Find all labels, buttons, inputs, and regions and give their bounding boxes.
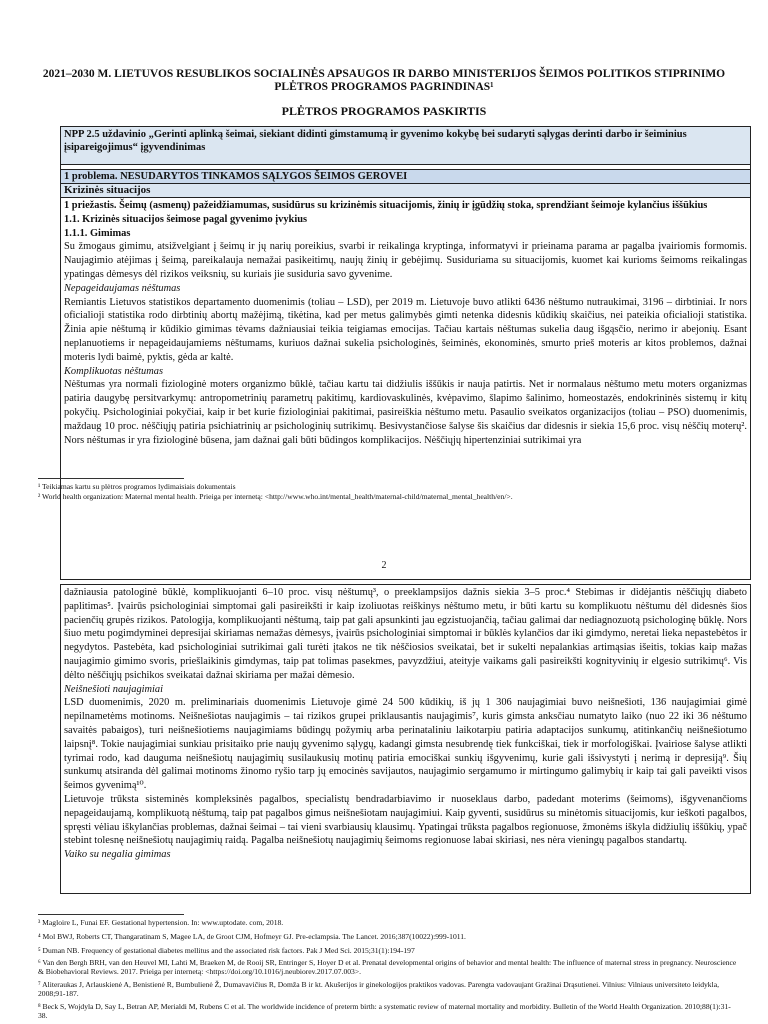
footnote-separator <box>38 478 184 479</box>
document-subtitle: PLĖTROS PROGRAMOS PASKIRTIS <box>281 104 487 118</box>
content-cell-continued <box>61 585 750 863</box>
crisis-situations-row: Krizinės situacijos <box>61 184 750 198</box>
footnote-3: ³ Magloire L, Funai EF. Gestational hypertension. In: www.uptodate. com, 2018. <box>38 918 284 927</box>
footnote-5: ⁵ Duman NB. Frequency of gestational diabetes mellitus and the associated risk factors. Pak J Med Sci. 2015;31(1):194-197 <box>38 946 415 955</box>
page-number: 2 <box>381 560 387 571</box>
footnote-separator-page2 <box>38 914 184 915</box>
problem-row: 1 problema. NESUDARYTOS TINKAMOS SĄLYGOS ŠEIMOS GEROVEI <box>61 170 750 184</box>
footnote-6: ⁶ Van den Bergh BRH, van den Heuvel MI, Lahti M, Braeken M, de Rooij SR, Entringer S, Hoyer D et al. Prenatal developmental origins of behavior and mental health: The influence of maternal stress in pregnancy. Neuroscience & Biobehavioral Reviews. 2017. Prieiga per internetą: <https://doi.org/10.1016/j.neubiorev.2017.07.003>. <box>38 958 737 976</box>
footnote-7: ⁷ Aliteraukas J, Arlauskienė A, Benistienė R, Bumbulienė Ž, Dumavavičius R, Domža B ir kt. Akušerijos ir ginekologijos praktikos vadovas. Parengta vadovaujant Gražinai Drąsutienei. Vilnius: Vilniaus universiteto leidykla, 2008;91-187. <box>38 980 719 998</box>
subheading-unwanted-pregnancy: Nepageidaujamas nėštumas <box>64 282 181 294</box>
paragraph-complicated-continued: dažniausia patologinė būklė, komplikuojanti 6–10 proc. visų nėštumų³, o preeklampsijos dažnis siekia 3–5 proc.⁴ Stebimas ir didėjantis nėščiųjų diabeto paplitimas⁵. Įvairūs psichologiniai simptomai gali pasireikšti ir kaip izoliuotas reiškinys nėštumo metu, ir būti kartu su komplikuotu nėštumu dėl didesnės šios pacienčių grupės rizikos. Patologija, komplikuojanti nėštumą, taip pat gali apsunkinti jau egzistuojančią, tačiau galimai dar nediagnozuotą psichologinę būklę. Nors šiuo metu pogimdyminei depresijai skiriamas nemažas dėmesys, įvairūs psichologiniai simptomai ir būklės kylančios dar iki gimdymo, neretai lieka nepastebėtos ir negydytos. Pastebėta, kad psichologiniai sutrikimai gali turėti įtakos ne tik nėščiosios sveikatai, bet ir sukelti nepalankias artimąsias išeitis, tokias kaip mažas naujagimio gimimo svoris, priešlaikinis gimdymas, taip pat tolimas pasekmes, pavyzdžiui, ateityje vaikams gali pasireikšti kognityvinių ir elgesio sutrikimų⁶. Vis dėlto nėščiųjų psichikos sveikatai dažnai skiriama per mažai dėmesio. <box>64 587 747 681</box>
section-heading-1-1: 1.1. Krizinės situacijos šeimose pagal gyvenimo įvykius <box>64 213 308 225</box>
subheading-premature-newborns: Neišnešioti naujagimiai <box>64 683 164 695</box>
paragraph-unwanted-pregnancy: Remiantis Lietuvos statistikos departamento duomenimis (toliau – LSD), per 2019 m. Lietuvoje buvo atlikti 6436 nėštumo nutraukimai, 3196 – dirbtiniai. Ir nors oficialioji statistika rodo dirbtinių abortų mažėjimą, tikėtina, kad per metus galimybės gimti netenka didesnis kūdikių skaičius, nei pateikia oficialioji statistika. Žinia apie nėštumą ir kūdikio gimimas tėvams dažniausiai teikia teigiamas emocijas. Tačiau kartais nėštumas sukelia daug išgąsčio, nerimo ir abejonių. Esant neplanuotiems ir nepageidaujamiems nėštumams, kuriuos dažnai sukelia psichologinės, šeiminės, ekonominės, smurto prieš moteris ar kitos problemos, dažnai moteris lydi baimė, pyktis, gėda ar kaltė. <box>64 296 747 363</box>
footnote-2: ² World health organization: Maternal mental health. Prieiga per internetą: <http://www.who.int/mental_health/maternal-child/maternal_mental_health/en/>. <box>38 492 513 501</box>
paragraph-birth: Su žmogaus gimimu, atsižvelgiant į šeimų ir jų narių poreikius, svarbi ir reikalinga kryptinga, informatyvi ir prieinama parama ar pagalba įvairiomis formomis. Naujagimio atėjimas į šeimą, pareikalauja nemažai pasikeitimų, naujų žinių ir gebėjimų. Susiduriama su situacijomis, kuomet kai kurioms šeimoms reikalingas ypatingas dėmesys dėl rizikos veiksnių, su kuriais jie susiduria savo gyvenime. <box>64 241 747 280</box>
program-table-page2 <box>60 584 751 894</box>
footnote-4: ⁴ Mol BWJ, Roberts CT, Thangaratinam S, Magee LA, de Groot CJM, Hofmeyr GJ. Pre-eclampsia. The Lancet. 2016;387(10022):999-1011. <box>38 932 466 941</box>
cause-heading: 1 priežastis. Šeimų (asmenų) pažeidžiamumas, susidūrus su krizinėmis situacijomis, žinių ir įgūdžių stoka, sprendžiant šeimoje kylančius iššūkius <box>64 200 708 211</box>
paragraph-premature-newborns: LSD duomenimis, 2020 m. preliminariais duomenimis Lietuvoje gimė 24 500 kūdikių, iš jų 1 306 naujagimiai buvo neišnešioti, 136 naujagimiai gimė nepilnametėms motinoms. Neišnešiotas naujagimis – tai rizikos grupei priklausantis naujagimis⁷, kuris gimsta anksčiau numatyto laiko (nuo 22 iki 36 nėštumo savaitės pabaigos), turi neišnešiotiems naujagimiams būdingų požymių arba perinataliniu laikotarpiu patiria adaptacijos sunkumų, atitinkančių neišnešiotumo laipsnį⁸. Tokie naujagimiai sunkiau prisitaiko prie naujų gyvenimo sąlygų, kadangi gimsta nesubrendę tiek funkciškai, tiek ir morfologiškai. Įvairiose šalyse atlikti tyrimai rodo, kad dauguma neišnešiotų naujagimių susilaukusių motinų patiria emociškai sunkių išgyvenimų, kurie gali išsivystyti į nerimą ir depresiją⁹. Šių sunkumų atsiranda dėl galimai motinoms žinomo ryšio tarp jų emocinės savijautos, naujagimio sergamumo ir mirtingumo galimybių ir kaip tai gali paveikti visos šeimos gyvenimą¹⁰. <box>64 697 747 792</box>
section-heading-1-1-1: 1.1.1. Gimimas <box>64 227 131 239</box>
npp-task-row: NPP 2.5 uždavinio „Gerinti aplinką šeimai, siekiant didinti gimstamumą ir gyvenimo kokybę bei sudaryti sąlygas derinti darbo ir šeiminius įsipareigojimus“ įgyvendinimas <box>61 127 750 165</box>
document-title: 2021–2030 M. LIETUVOS RESUBLIKOS SOCIALINĖS APSAUGOS IR DARBO MINISTERIJOS ŠEIMOS POLITIKOS STIPRINIMO PLĖTROS PROGRAMOS PAGRINDINAS¹ <box>42 68 726 93</box>
paragraph-complicated-pregnancy: Nėštumas yra normali fiziologinė moters organizmo būklė, tačiau kartu tai didžiulis iššūkis ir nauja patirtis. Net ir normalaus nėštumo metu moters organizmas patiria daugybę persitvarkymų: antropometrinių parametrų pakitimų, kardiovaskulinės, kvėpavimo, šlapimo šalinimo, homeostazės, endokrininės sistemų ir kitų pokyčių. Psichologiniai pokyčiai, kaip ir bet kurie fiziologiniai pakitimai, pasireiškia nėštumo metu. Pasaulio sveikatos organizacijos (toliau – PSO) duomenimis, maždaug 10 proc. nėščiųjų patiria psichiatrinių ar psichologinių sutrikimų. Besivystančiose šalyse šis skaičius dar didesnis ir siekia 15,6 proc. visų nėščių moterų². Nors nėštumas ir yra fiziologinė būsena, jam dažnai gali būti būdingos komplikacijos. Nėščiųjų hipertenziniai sutrikimai yra <box>64 379 747 446</box>
subheading-child-with-disability: Vaiko su negalia gimimas <box>64 849 171 861</box>
program-table-page1 <box>60 126 751 580</box>
content-cell <box>61 198 750 448</box>
footnote-8: ⁸ Beck S, Wojdyla D, Say L, Betran AP, Merialdi M, Rubens C et al. The worldwide incidence of preterm birth: a systematic review of maternal mortality and morbidity. Bulletin of the World Health Organization. 2010;88(1):31-38. <box>38 1002 731 1020</box>
subheading-complicated-pregnancy: Komplikuotas nėštumas <box>64 365 164 377</box>
paragraph-lack-of-support: Lietuvoje trūksta sisteminės kompleksinės pagalbos, specialistų bendradarbiavimo ir nuoseklaus darbo, padedant moterims (šeimoms), išgyvenančioms nepageidaujamą, komplikuotą nėštumą, taip pat pagalbos gimus neišnešiotam naujagimiui. Kaip gyventi, susidūrus su minėtomis situacijomis, kur ieškoti pagalbos, spręsti vėliau iškylančias problemas, dažnai šeimai – tai vieni svarbiausių klausimų. Ypatingai trūksta pagalbos regionuose, žmonėms iškyla didžiulių iššūkių, ypač stebint tolesnę neišnešiotų naujagimių raidą. Pagalba neišnešiotų naujagimių šeimoms regionuose labai skiriasi, nes nėra vieningų pagalbos standartų. <box>64 793 747 847</box>
footnote-1: ¹ Teikiamas kartu su plėtros programos lydimaisiais dokumentais <box>38 482 236 491</box>
